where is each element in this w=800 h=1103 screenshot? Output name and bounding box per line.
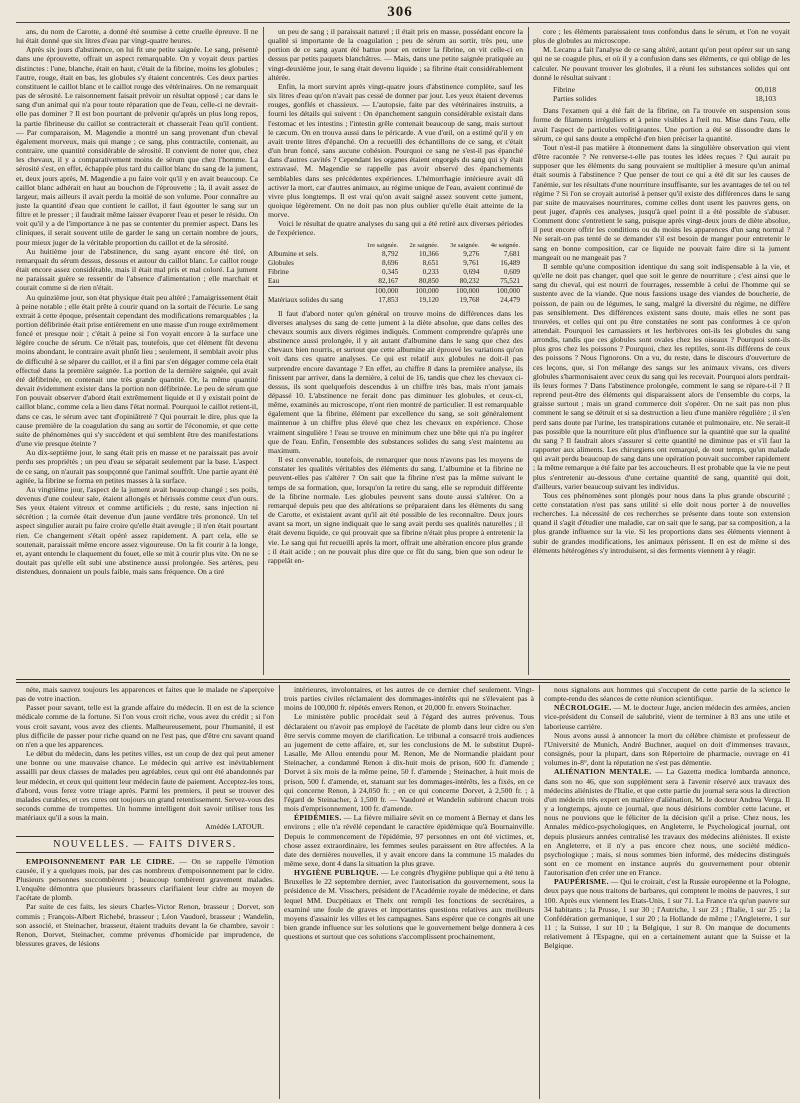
upper-column-2 (268, 27, 523, 675)
news-items-col1 (16, 857, 274, 949)
news-item-heading: EMPOISONNEMENT PAR LE CIDRE. (26, 856, 175, 866)
news-item-heading: ÉPIDÉMIES. (294, 813, 342, 823)
table-cell: 100,000 (482, 286, 523, 296)
news-item-text: intérieures, involontaires, et les autres de ce dernier chef seulement. Vingt-trois parties civiles réclamaient des dommages-intérêts qui ne s'élevaient pas à moins de 100,000 fr. répétés envers Renon, et 20,000 fr. envers Steinacher. (284, 685, 534, 713)
paragraph: Il faut d'abord noter qu'en général on trouve moins de différences dans les diverses analyses du sang de cette jument à la diète absolue, que dans celles des chevaux soumis aux divers régimes indiqués. Comment comprendre qu'après une abstinence aussi prolongée, il y ait autant d'albumine dans le sang que chez des chevaux bien nourris, et surtout que cette albumine ait éprouvé les variations qu'on voit dans ces quatre analyses. Ce qui est relatif aux globules ne doit-il pas surprendre encore davantage ? En effet, au chiffre 8 dans la première analyse, ils finissent par arriver, dans la dernière, à celui de 16, tandis que chez les chevaux ci-dessus, ils sont quelquefois descendus à un chiffre très bas, mais n'ont jamais dépassé 10. L'abstinence ne ferait donc pas diminuer les globules, et ceux-ci, même, examinés au microscope, n'ont rien montré de particulier. Il est remarquable également que la fibrine, élément par excellence du sang, se soit généralement maintenue à un chiffre plus élevé que chez les chevaux en expérience. Chose vraiment singulière ! l'eau se trouve en minimum chez une bête qui n'a pu ingérer que de l'eau. Enfin, l'ensemble des substances solides du sang s'est maintenu au maximum. (268, 308, 523, 455)
column-divider (539, 685, 540, 1099)
news-item (284, 813, 534, 868)
row-label: Fibrine (268, 267, 289, 276)
news-item (544, 731, 790, 768)
news-item-text: — Qui le croirait, c'est la Russie européenne et la Pologne, deux pays que nous traitons de barbares, qui comptent le moins de pauvres, 1 sur 100. Après eux viennent les Etats-Unis, 1 sur 71. La France n'a qu'un pauvre sur 34 habitants ; la Prusse, 1 sur 30 ; l'Autriche, 1 sur 23 ; l'Italie, 1 sur 25 ; la Confédération germanique, 1 sur 20 ; la Hollande de même ; l'Angleterre, 1 sur 11 ; la Suisse, 1 sur 10 ; la Belgique, 1 sur 8. On manque de documents relativement à l'Espagne, qui en a certainement autant que la Suisse et la Belgique. (544, 877, 790, 951)
table-cell: 0,609 (503, 267, 520, 276)
news-item-text: Le ministère public procédait seul à l'égard des autres prévenus. Tous déclaraient ou n'avoir pas employé de l'acétate de plomb dans leur cidre ou s'en être servis comme moyen de clarification. Le tribunal a consacré trois audiences au jugement de cette affaire, et, sur les conclusions de M. le substitut Dupré-Lasalle, Me Allou entendu pour M. Renon, Me de Normandie plaidant pour Steinacher, a condamné Renon à dix-huit mois de prison, 600 fr. d'amende ; Dorvet à six mois de la même peine, 50 f. d'amende ; Steinacher, à huit mois de prison, 500 f. d'amende, et, statuant sur les dommages-intérêts, les a fixés, en ce qui concerne Renon, à 24,050 fr. ; en ce qui concerne Dorvet, à 2,500 fr. ; à l'égard de Steinacher, à 1,500 fr. — Vaudoré et Wandelin subiront chacun trois mois d'emprisonnement, 100 fr. d'amende. (284, 712, 534, 814)
table-cell: 80,850 (419, 276, 439, 285)
table-cell: 9,761 (463, 258, 480, 267)
table-row (268, 277, 523, 287)
news-item (284, 712, 534, 813)
table-body (268, 250, 523, 305)
paragraph: Tous ces phénomènes sont plongés pour nous dans la plus grande obscurité ; cette constatation n'est pas sans utilité si elle doit nous porter à de nouvelles recherches. La nécessité de ces recherches se présente dans toute son extension quand il s'agit d'étudier une maladie, car on sait que le sang, par sa composition, a la plus grande influence sur la vie. Si les proportions dans ses éléments viennent à subir de grandes modifications, les animaux périssent. Il en est de même si des éléments hétérogènes s'y introduisent, si des ferments viennent à y réagir. (533, 490, 790, 555)
upper-column-2-intro (268, 27, 523, 238)
news-item-text: — M. le docteur Juge, ancien médecin des armées, ancien vice-président du Conseil de salubrité, vient de terminer à 83 ans une utile et laborieuse carrière. (544, 703, 790, 731)
page-number: 306 (387, 4, 413, 20)
news-item-heading: NÉCROLOGIE. (554, 703, 612, 713)
table-cell: 7,681 (503, 249, 520, 258)
result-label: Fibrine (553, 84, 575, 94)
paragraph: Au vingtième jour, l'aspect de la jument avait beaucoup changé ; ses poils, devenus d'une couleur sale, étaient allongés et hérissés comme ceux d'un ours. Ses yeux étaient vitreux et comme artificiels ; du reste, sans injection ni sécrétion ; la cornée était devenue d'un jaune verdâtre très prononcé. Un tel aspect singulier aurait pu faire croire qu'elle était aveugle ; il n'en était pourtant rien. Ce changement s'était opéré assez rapidement. A part cela, elle se soutenait, paraissait même encore assez vigoureuse. On la fit courir à la longe, et, ayant entendu le claquement du fouet, elle se mit à courir plus vite. On ne se doutait pas qu'elle eût subi une abstinence aussi prolongée. Ses artères, peu distendues, donnaient un pouls faible, mais sans fréquence. On a tiré (16, 484, 258, 577)
row-label: Globules (268, 258, 294, 267)
row-label: Eau (268, 276, 280, 285)
table-cell: 82,167 (378, 276, 399, 285)
upper-column-2-discussion (268, 309, 523, 565)
table-cell: 0,233 (422, 267, 439, 276)
table-header-row (268, 241, 523, 250)
paragraph: Enfin, la mort survint après vingt-quatre jours d'abstinence complète, sauf les six litres d'eau qu'on n'avait pas cessé de donner par jour. Les yeux étaient devenus rouges, gonflés et chassieux. — L'autopsie, faite par des vétérinaires instruits, a fourni les détails qui suivent : On épanchement sanguin considérable existait dans l'estomac et les intestins ; l'intestin grêle contenait beaucoup de sang, mais surtout le cæcum. On en trouva aussi dans le péricarde. A vue d'œil, on a estimé qu'il y en avait trente litres d'épanché. On a recueilli des échantillons de ce sang, et c'était d'un brun foncé, sans aucune cohésion. Pourquoi ce sang ne s'est-il pas épanché dans d'autres cavités ? Cependant les organes étaient engorgés du sang qui s'y était extravasé. M. Magendie se rappelle pas avoir observé des épanchements semblables dans ses précédentes expériences. L'hémorrhagie intérieure avait dû activer la mort, car d'autres animaux, au régime unique de l'eau, avaient continué de vivre plus longtemps. Il est vrai qu'on avait saigné assez souvent cette jument, quoique légèrement. On ne doit pas non plus oublier qu'elle était atteinte de la morve. (268, 81, 523, 220)
column-header: 1re saignée. (366, 241, 399, 249)
column-header: 4e saignée. (490, 241, 520, 249)
news-item-heading: PAUPÉRISME. (554, 877, 609, 887)
row-label: Matériaux solides du sang (268, 295, 344, 304)
news-item-text: — La fièvre miliaire sévit en ce moment à Bernay et dans les environs ; elle n'a révélé cependant le caractère épidémique qu'à Bournainville. Depuis le commencement de l'épidémie, 97 personnes en ont été victimes, et, chose assez extraordinaire, les femmes seules paraissent en être affectées. A la date des dernières nouvelles, il y avait encore dans la commune 15 malades du même sexe, dont 4 dans la situation la plus grave. (284, 813, 534, 868)
news-item (16, 857, 274, 903)
row-label (268, 286, 358, 296)
table-row (268, 296, 523, 305)
news-item (16, 902, 274, 948)
result-line (533, 85, 790, 94)
column-header: 3e saignée. (450, 241, 480, 249)
paragraph: Il semble qu'une composition identique du sang soit indispensable à la vie, et qu'elle ne doit pas changer, quel que soit le genre de nourriture ; c'est ainsi que le sang du cheval, qui est nourri de fourrages, ressemble à celui de l'homme qui se sustente avec de la viande. Que nous fassions usage des viandes de boucherie, de poisson, de pain ou de légumes, le sang, malgré la diversité du régime, ne diffère pas sensiblement. Des différences existent sans doute, mais elles ne sont pas trouvées, et celles qui ont pu être constatées ne sont pas conformes à ce qu'on attendait. Pourquoi les carnassiers et les herbivores ont-ils les globules du sang arrondis, tandis que ces globules sont ovales chez les oiseaux ? Pourquoi sont-ils plus gros chez les poissons ? Pourquoi, chez les reptiles, sont-ils différens de ceux des poissons ? Nous l'ignorons. On a vu, du reste, dans le discours d'ouverture de ces leçons, que, si l'on mélange des sangs sur les animaux vivans, ces divers globules s'harmonisaient avec ceux du sang qui les recevait. Pourquoi alors perdrait-ils leurs formes ? Dans l'abstinence prolongée, comment le sang se répare-t-il ? Il reprend peut-être des éléments qui disparaissent alors de l'ensemble du corps, la graisse surtout ; mais un grand commerce doit s'opérer. On ne sait pas non plus comment le sang se détruit et si sa destruction a lieu d'une manière régulière ; il s'en perd sans doute par l'urine, les transpirations cutanée et pulmonaire, etc. Ne serait-il pas possible que la nourriture eût plus d'influence sur la quantité que sur la qualité du sang ? Il faudrait alors s'assurer si cette quantité ne diminue pas et s'il faut la rapporter aux aliments. Les chirurgiens ont remarqué, de tout temps, qu'un malade qui avait perdu beaucoup de sang dans une opération pouvait succomber rapidement ; la même remarque a été faite par les accoucheurs. Il est probable que la vie ne peut plus s'entretenir au-dessous d'une certaine quantité de sang, quantité qui doit, d'ailleurs, varier beaucoup suivant les individus. (533, 261, 790, 491)
fibrine-result-list (533, 85, 790, 103)
news-item (284, 868, 534, 941)
table-row (268, 259, 523, 268)
table-cell: 16,489 (500, 258, 520, 267)
upper-column-3-discussion (533, 106, 790, 555)
table-cell: 0,694 (463, 267, 480, 276)
news-item (544, 703, 790, 730)
table-cell: 8,696 (382, 258, 399, 267)
table-cell: 8,792 (382, 249, 399, 258)
news-item (544, 685, 790, 703)
paragraph: Après six jours d'abstinence, on lui fit une petite saignée. Le sang, présenté dans une éprouvette, offrait un aspect remarquable. On y voyait deux parties distinctes : l'une, blanche, était en haut, c'était de la fibrine, moins les globules ; l'autre, rouge, était en bas, les globules s'y étaient concentrés. Ces deux parties constituent le caillot blanc et le caillot rouge des vétérinaires. On ne remarquait pas de sérosité. Le raisonnement faisait prévoir un résultat opposé ; car dans le sang d'un animal qui n'a pour toute réparation que de l'eau, celle-ci ne devrait-elle pas dominer ? Il est bon pourtant de prévenir qu'après un plus long repos, la partie fibrineuse du caillot se contracterait et chasserait l'eau qu'il contient. — Par comparaison, M. Magendie a montré un sang provenant d'un cheval également morveux, mais qui mange ; ce sang, plus contractile, contenait, au contraire, une quantité considérable de sérosité. Il convient de noter que, chez les chevaux, il y a comparativement moins de sérum que chez l'homme. La sérosité s'est, en effet, échappée plus tard du caillot blanc du sang de la jument, et, deux jours après, M. Magendie a pu faire voir qu'il y en avait beaucoup. Ce caillot blanc adhérait en haut au bouchon de l'éprouvette ; là, il avait assez de largeur, mais ailleurs il avait perdu la moitié de son volume. Pour connaître au juste la quantité d'eau que contient le caillot, il faut égoutter le sang sur un filtre et le presser ; il faudrait même laisser évaporer l'eau et peser le résidu. On voit qu'il y a de l'importance à ne pas se contenter du premier aspect. Dans les cliniques, il serait souvent utile de garder le sang un certain nombre de jours, pour mieux juger de la véritable proportion du caillot et de la sérosité. (16, 45, 258, 247)
news-item-text: — La Gazetta medica lombarda annonce, dans son no 46, que son supplément sera à l'avenir réservé aux travaux des médecins aliénistes de l'Italie, et que cette partie du journal sera sous la direction d'un médecin très expert en matière d'aliénation, M. le docteur Andrea Verga. Il y a longtemps, ajoute ce journal, que nous désirions combler cette lacune, et nous ne pouvions que le féliciter de la décision qu'il a prise. Chez nous, les Annales médico-psychologiques, en Angleterre, le Psychological journal, ont depuis plusieurs années centralisé les travaux des médecins aliénistes. Il existe en Angleterre, et il n'y a pas encore chez nous, une société médico-psychologique ; mais, si nous sommes bien informé, des médecins distingués sont en ce moment en instance auprès du gouvernement pour obtenir l'autorisation d'en créer une en France. (544, 767, 790, 878)
paragraph: Voici le résultat de quatre analyses du sang qui a été retiré aux diverses périodes de l'expérience. (268, 219, 523, 238)
result-value: 00,018 (755, 84, 776, 94)
table-cell: 8,651 (422, 258, 439, 267)
column-divider (263, 27, 264, 675)
result-value: 18,103 (755, 94, 776, 104)
row-label: Albumine et sels. (268, 249, 319, 258)
table-cell: 19,120 (419, 295, 439, 304)
table-cell: 100,000 (401, 286, 442, 296)
news-item (284, 685, 534, 712)
result-line (533, 94, 790, 103)
table-cell: 17,853 (378, 295, 399, 304)
table-cell: 100,000 (358, 286, 401, 296)
paragraph: Au quinzième jour, son état physique était peu altéré ; l'amaigrissement était à peine notable ; elle était prête à courir quand on la sortait de l'écurie. Le sang extrait à cette époque, présentait cependant des modifications remarquables ; la portion défibrinée était prise entièrement en une masse d'un rouge extrêmement foncé et presque noir ; c'était à peine si l'on voyait encore à la surface une légère couche de sérum. Ce n'était pas, toutefois, que cet élément fût devenu moins abondant, le contraire avait plutôt lieu ; seulement, il semblait avoir plus de difficulté à se séparer du caillot, et il a fini par s'en dégager comme cela était effectué dans la première saignée. La portion de la dernière saignée, qui avait été défibrinée, en contenait une très grande quantité. Or, la même quantité devait évidemment exister dans la portion non défibrinée. Le peu de sérum que l'on pouvait observer d'abord était extrêmement liquide et il y existait point de caillot blanc, comme cela a lieu dans l'état normal. Pourquoi le caillot retient-il, dans ce cas, le sérum avec tant d'opiniâtreté ? Qui pourrait le dire, plus que la cause première de la coagulation du sang au sortir de l'économie, et que cette suite de phénomènes qui s'y succèdent et qui semblent être des manifestations d'une vie presque éteinte ? (16, 292, 258, 449)
table-cell: 75,521 (500, 276, 520, 285)
paragraph: Au huitième jour de l'abstinence, du sang ayant encore été tiré, on remarquait du sérum dessus, dessous et autour du caillot blanc. Le caillot rouge était encore assez considérable, mais il était mal pris et mal coloré. La jument ne paraissait guère se ressentir de l'absence d'alimentation ; elle marchait et courait comme si de rien n'était. (16, 246, 258, 293)
news-item-heading: ALIÉNATION MENTALE. (554, 767, 652, 777)
column-header (268, 241, 358, 250)
news-item-text: Nous avons aussi à annoncer la mort du célèbre chimiste et professeur de l'Université de Munich, André Buchner, auquel on doit d'immenses travaux, consignés, pour la plupart, dans son Répertoire de pharmacie, ouvrage en 41 volumes in-8°, dont la réputation ne s'est pas démentie. (544, 730, 790, 768)
news-section-title: NOUVELLES. — FAITS DIVERS. (16, 836, 274, 853)
upper-column-3 (533, 27, 790, 675)
feuilleton-end (16, 685, 274, 822)
table-cell: 19,768 (459, 295, 480, 304)
news-item (544, 877, 790, 950)
table-row (268, 268, 523, 277)
header-rule (16, 22, 790, 23)
paragraph: ans, du nom de Carotte, a donné été soumise à cette cruelle épreuve. Il ne lui était donné que six litres d'eau par vingt-quatre heures. (16, 27, 258, 46)
news-item-text: nous signalons aux hommes qui s'occupent de cette partie de la science le compte-rendu des séances de cette réunion scientifique. (544, 685, 790, 704)
table-cell: 24,479 (500, 295, 520, 304)
paragraph: Dans l'examen qui a été fait de la fibrine, on l'a trouvée en suspension sous forme de filaments irréguliers et à peine visibles à l'œil nu. Mise dans l'eau, elle avait l'aspect de particules volitigeantes. Une portion a été se dissoudre dans le sérum, ce qui sans doute a empêché d'en bien préciser la quantité. (533, 106, 790, 143)
paragraph: Au dix-septième jour, le sang était pris en masse et ne paraissait pas avoir perdu ses propriétés ; un peu d'eau se séparait seulement par la base. L'aspect de ce sang, on n'aurait pas soupçonné que l'animal souffrît. Une partie ayant été agitée, la fibrine se forma en petites masses à la surface. (16, 448, 258, 485)
news-item (544, 767, 790, 877)
upper-column-3-intro (533, 27, 790, 82)
news-item-text: — On se rappelle l'émotion causée, il y a quelques mois, par des cas nombreux d'empoisonnement par le cidre. Plusieurs personnes succombèrent ; beaucoup tombèrent gravement malades. L'enquête démontra que plusieurs brasseurs clarifiaient leur cidre au moyen de l'acétate de plomb. (16, 856, 274, 903)
table-cell: 9,276 (463, 249, 480, 258)
column-header: 2e saignée. (409, 241, 439, 249)
author-signature: Amédée LATOUR. (205, 822, 264, 832)
paragraph: Tout n'est-il pas matière à étonnement dans la singulière observation qui vient d'être racontée ? Ne renverse-t-elle pas toutes les idées reçues ? Qui aurait pu supposer que les éléments du sang pouvaient se multiplier à mesure qu'un animal était soumis à l'abstinence ? Que penser de tout ce qui a été dit sur les causes de l'anémie, sur les résultats d'une nourriture insuffisante, sur les avantages de tel ou tel régime ? Si l'on se croyait autorisé à penser qu'il existe des différences dans le sang par suite de mauvaises nourritures, comme celles dont usent les pauvres gens, on peut juger, d'après ces analyses, jusqu'à quel point il a été possible de s'abuser. Comment donc s'entretient le sang, puisque après vingt-deux jours de diète absolue, il peut encore offrir les conditions ou du moins les apparences d'un sang normal ? Ne serait-on pas tenté de se demander s'il est besoin de manger pour entretenir le sang en bonne composition, car ce liquide ne pouvait faire dire si la jument mangeait ou ne mangeait pas ? (533, 142, 790, 262)
table-cell: 10,366 (419, 249, 439, 258)
paragraph: Il est convenable, toutefois, de remarquer que nous n'avons pas les moyens de constater les qualités véritables des éléments du sang. L'albumine et la fibrine ne peuvent-elles pas s'altérer ? On sait que la fibrine n'est pas la même suivant le temps de sa formation, que, lorsqu'on la retire du sang, elle se reproduit différente de la fibrine normale. Les globules peuvent sans doute aussi s'altérer. On a remarqué depuis peu que des altérations se préparaient dans les éléments du sang de Carotte, et existaient avant qu'il ait été possible de les reconnaître. Deux jours avant sa mort, un signe indiquait que le sang avait perdu ses qualités naturelles ; il était devenu liquide, ce qui prouvait que sa fibrine n'était plus propre à entretenir la vie. Le sang qui fut recueilli après la mort, offrait une altération encore plus grande ; il était acide ; on ne pouvait plus dire que ce fût du sang, bien que son odeur le rappelât en- (268, 455, 523, 565)
news-item-text: — Le congrès d'hygiène publique qui a été tenu à Bruxelles le 22 septembre dernier, avec l'autorisation du gouvernement, sous la présidence de M. Visschers, président de l'Académie royale de médecine, et dans lequel MM. Ducpétiaux et Thelx ont rempli les fonctions de secrétaires, a examiné une foule de graves et importantes questions relatives aux meilleurs moyens d'assainir les villes et les campagnes. Sans espérer que ce congrès ait une bien grande influence sur les solutions que le gouvernement belge donnera à ces questions et surtout que ces solutions s'accomplissent prochainement, (284, 868, 534, 942)
column-divider (279, 685, 280, 1099)
table-cell: 0,345 (382, 267, 399, 276)
paragraph: néte, mais sauvez toujours les apparences et faites que le malade ne s'aperçoive pas de votre inaction. (16, 685, 274, 704)
paragraph: core ; les éléments paraissaient tous confondus dans le sérum, et l'on ne voyait plus de globules au microscope. (533, 27, 790, 46)
paragraph: un peu de sang ; il paraissait naturel ; il était pris en masse, possédant encore la qualité si importante de la coagulation ; peu de sérum au sortir, très peu, une portion de ce sang ayant été battue pour en retirer la fibrine, on vit celle-ci en dessus par petits paquets blanchâtres. — Mais, dans une petite saignée pratiquée au vingt-deuxième jour, le sang était devenu liquide ; sa fibrine était considérablement altérée. (268, 27, 523, 82)
lower-column-2 (284, 685, 534, 1099)
paragraph: Le début du médecin, dans les petites villes, est un coup de dez qui peut amener une bonne ou une mauvaise chance. Le médecin qui arrive est inévitablement assailli par deux classes de malades peu agréables, ceux qui ont été abandonnés par leur médecin, et ceux qui quittent leur médecin faute de paiement. Acceptez-les tous, d'abord, vous ferez votre triage après. Parmi les premiers, il peut se trouver des malades curables, et ces cures ont toujours un grand retentissement. Servez-vous des seconds comme de trompettes. Un homme intelligent doit savoir utiliser tous les matériaux qu'il a sous la main. (16, 749, 274, 823)
paragraph: Passer pour savant, telle est la grande affaire du médecin. Il en est de la science médicale comme de la fortune. Si l'on vous croit riche, vous avez du crédit ; si l'on vous croit savant, vous avez des clients. Malheureusement, pour l'humanité, il est plus difficile de passer pour riche quand on ne l'est pas, que d'être cru savant quand on n'en a que les apparences. (16, 703, 274, 749)
table-cell: 80,232 (459, 276, 480, 285)
table-cell: 100,000 (442, 286, 483, 296)
paragraph: M. Lecanu a fait l'analyse de ce sang altéré, autant qu'on peut opérer sur un sang qui ne se coagule plus, et où il y a confusion dans ses éléments, ce qui oblige de les calculer. Ne pouvant trouver les globules, il a réuni les substances solides qui ont donné le résultat suivant : (533, 45, 790, 82)
result-label: Parties solides (553, 94, 597, 104)
table-row (268, 286, 523, 296)
column-divider (528, 27, 529, 675)
section-separator (16, 679, 790, 683)
news-item-heading: HYGIÈNE PUBLIQUE. (294, 868, 379, 878)
news-item-text: Par suite de ces faits, les sieurs Charles-Victor Renon, brasseur ; Dorvet, son commis ; François-Albert Richebé, brasseur ; Léon Vaudoré, brasseur ; Wandelin, son associé, et Steinacher, brasseur, étaient traduits devant la 6e chambre, savoir : Renon, Dorvet, Steinacher, comme prévenus d'homicide par imprudence, de blessures graves, de lésions (16, 902, 274, 949)
blood-analysis-table (268, 241, 523, 305)
lower-column-1 (16, 685, 274, 1099)
table-row (268, 250, 523, 259)
lower-column-3 (544, 685, 790, 1099)
upper-column-1 (16, 27, 258, 675)
